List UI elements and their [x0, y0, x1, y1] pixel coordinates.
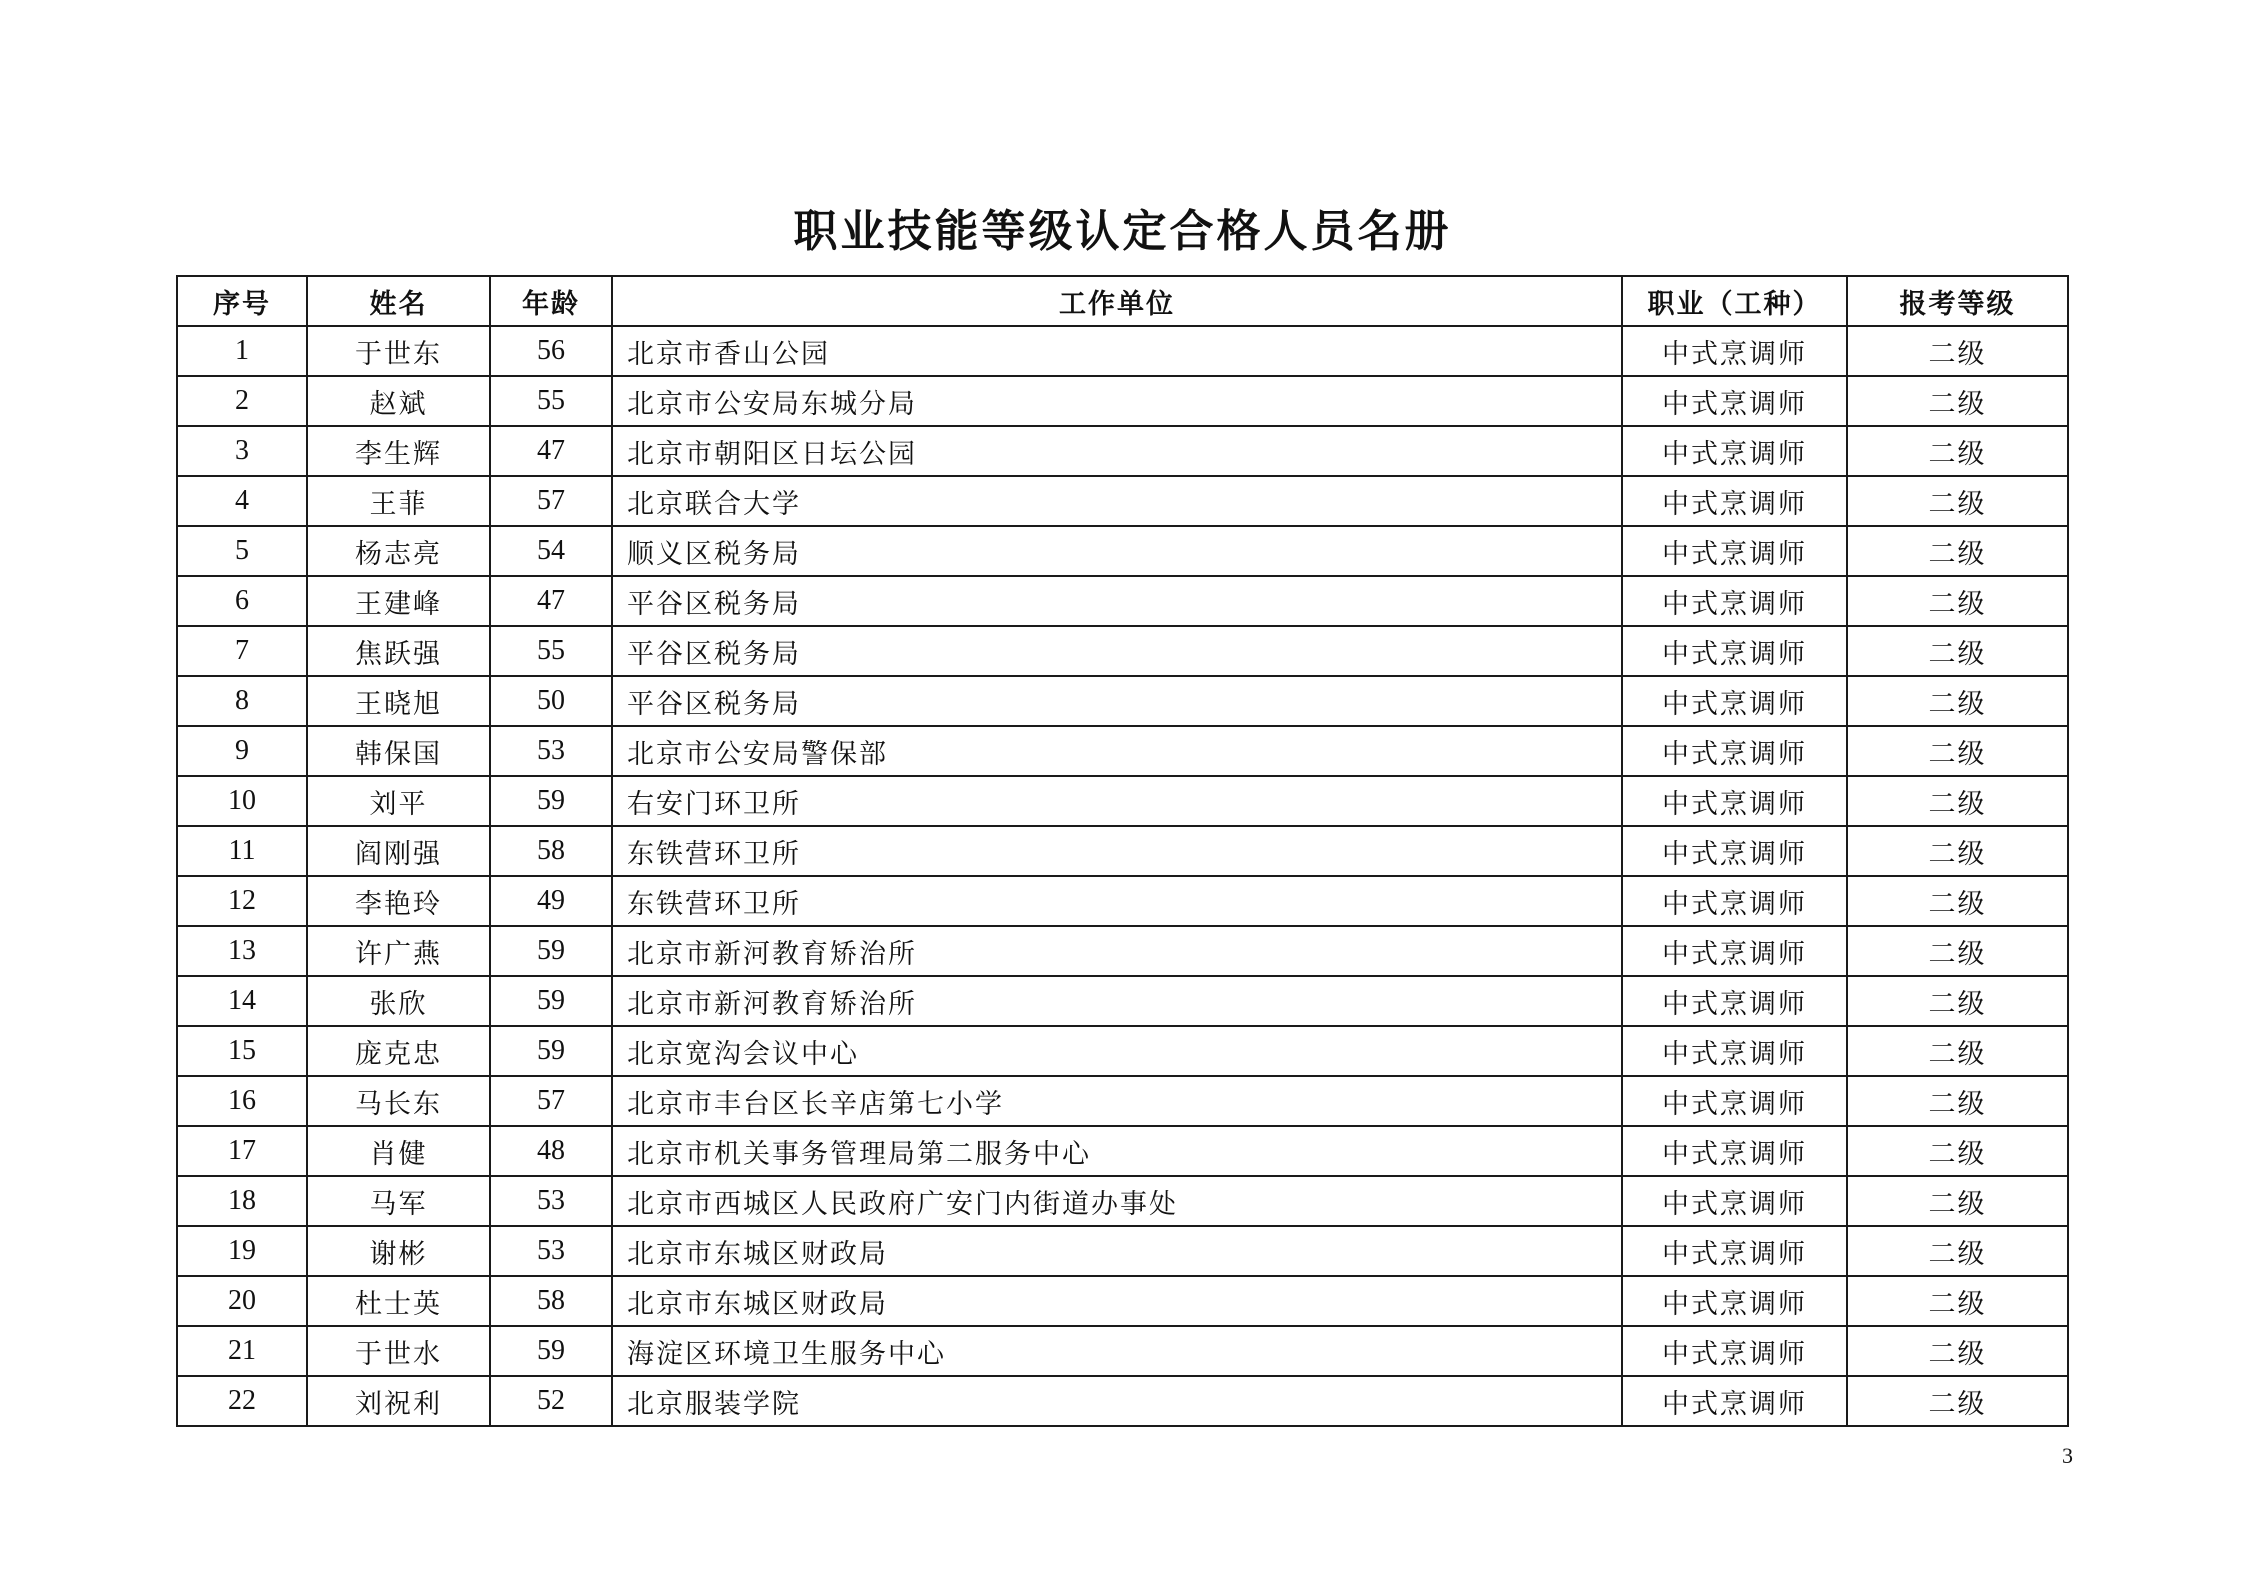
cell-name: 谢彬 — [307, 1226, 490, 1276]
cell-employer: 北京市东城区财政局 — [612, 1226, 1622, 1276]
page-number: 3 — [2062, 1443, 2073, 1468]
cell-name: 阎刚强 — [307, 826, 490, 876]
cell-name: 赵斌 — [307, 376, 490, 426]
cell-level: 二级 — [1847, 476, 2068, 526]
cell-occupation: 中式烹调师 — [1622, 926, 1847, 976]
cell-level: 二级 — [1847, 826, 2068, 876]
column-header-employer: 工作单位 — [612, 276, 1622, 326]
cell-occupation: 中式烹调师 — [1622, 626, 1847, 676]
cell-occupation: 中式烹调师 — [1622, 476, 1847, 526]
table-row — [177, 1276, 2068, 1326]
cell-name: 王建峰 — [307, 576, 490, 626]
cell-occupation: 中式烹调师 — [1622, 1276, 1847, 1326]
table-row — [177, 676, 2068, 726]
column-header-level: 报考等级 — [1847, 276, 2068, 326]
cell-age: 57 — [490, 1076, 612, 1126]
cell-name: 庞克忠 — [307, 1026, 490, 1076]
cell-index: 20 — [177, 1276, 307, 1326]
cell-age: 48 — [490, 1126, 612, 1176]
cell-employer: 北京宽沟会议中心 — [612, 1026, 1622, 1076]
cell-level: 二级 — [1847, 1076, 2068, 1126]
cell-index: 13 — [177, 926, 307, 976]
cell-name: 刘平 — [307, 776, 490, 826]
table-row — [177, 526, 2068, 576]
cell-level: 二级 — [1847, 1326, 2068, 1376]
cell-age: 57 — [490, 476, 612, 526]
cell-employer: 右安门环卫所 — [612, 776, 1622, 826]
cell-index: 6 — [177, 576, 307, 626]
table-row — [177, 476, 2068, 526]
table-row — [177, 1126, 2068, 1176]
cell-index: 11 — [177, 826, 307, 876]
cell-employer: 北京服装学院 — [612, 1376, 1622, 1426]
table-row — [177, 1076, 2068, 1126]
table-row — [177, 826, 2068, 876]
cell-occupation: 中式烹调师 — [1622, 376, 1847, 426]
cell-level: 二级 — [1847, 726, 2068, 776]
cell-name: 王晓旭 — [307, 676, 490, 726]
cell-name: 肖健 — [307, 1126, 490, 1176]
cell-employer: 北京市机关事务管理局第二服务中心 — [612, 1126, 1622, 1176]
cell-employer: 平谷区税务局 — [612, 676, 1622, 726]
cell-index: 2 — [177, 376, 307, 426]
cell-name: 刘祝利 — [307, 1376, 490, 1426]
cell-employer: 海淀区环境卫生服务中心 — [612, 1326, 1622, 1376]
cell-age: 59 — [490, 1026, 612, 1076]
cell-employer: 北京市新河教育矫治所 — [612, 976, 1622, 1026]
cell-index: 21 — [177, 1326, 307, 1376]
cell-employer: 北京市公安局东城分局 — [612, 376, 1622, 426]
cell-occupation: 中式烹调师 — [1622, 1226, 1847, 1276]
table-row — [177, 426, 2068, 476]
cell-age: 52 — [490, 1376, 612, 1426]
cell-index: 1 — [177, 326, 307, 376]
cell-age: 56 — [490, 326, 612, 376]
cell-occupation: 中式烹调师 — [1622, 326, 1847, 376]
cell-occupation: 中式烹调师 — [1622, 1176, 1847, 1226]
cell-index: 8 — [177, 676, 307, 726]
table-row — [177, 626, 2068, 676]
table-body — [177, 326, 2068, 1426]
cell-name: 韩保国 — [307, 726, 490, 776]
cell-level: 二级 — [1847, 676, 2068, 726]
cell-index: 15 — [177, 1026, 307, 1076]
table-row — [177, 876, 2068, 926]
cell-name: 焦跃强 — [307, 626, 490, 676]
table-row — [177, 1226, 2068, 1276]
cell-index: 9 — [177, 726, 307, 776]
cell-name: 于世水 — [307, 1326, 490, 1376]
cell-index: 14 — [177, 976, 307, 1026]
cell-level: 二级 — [1847, 526, 2068, 576]
cell-name: 马军 — [307, 1176, 490, 1226]
cell-level: 二级 — [1847, 1276, 2068, 1326]
cell-occupation: 中式烹调师 — [1622, 526, 1847, 576]
cell-employer: 平谷区税务局 — [612, 626, 1622, 676]
table-row — [177, 326, 2068, 376]
cell-index: 5 — [177, 526, 307, 576]
cell-occupation: 中式烹调师 — [1622, 826, 1847, 876]
cell-name: 于世东 — [307, 326, 490, 376]
cell-level: 二级 — [1847, 776, 2068, 826]
cell-level: 二级 — [1847, 576, 2068, 626]
table-row — [177, 1026, 2068, 1076]
cell-age: 54 — [490, 526, 612, 576]
cell-occupation: 中式烹调师 — [1622, 676, 1847, 726]
cell-occupation: 中式烹调师 — [1622, 1326, 1847, 1376]
cell-employer: 平谷区税务局 — [612, 576, 1622, 626]
cell-name: 张欣 — [307, 976, 490, 1026]
cell-index: 19 — [177, 1226, 307, 1276]
cell-age: 55 — [490, 626, 612, 676]
cell-index: 22 — [177, 1376, 307, 1426]
cell-level: 二级 — [1847, 976, 2068, 1026]
cell-name: 马长东 — [307, 1076, 490, 1126]
cell-age: 58 — [490, 1276, 612, 1326]
cell-employer: 北京市香山公园 — [612, 326, 1622, 376]
table-row — [177, 576, 2068, 626]
cell-occupation: 中式烹调师 — [1622, 1076, 1847, 1126]
cell-employer: 东铁营环卫所 — [612, 826, 1622, 876]
cell-name: 李艳玲 — [307, 876, 490, 926]
table-row — [177, 376, 2068, 426]
cell-occupation: 中式烹调师 — [1622, 576, 1847, 626]
cell-occupation: 中式烹调师 — [1622, 776, 1847, 826]
column-header-occupation: 职业（工种） — [1622, 276, 1847, 326]
cell-occupation: 中式烹调师 — [1622, 1376, 1847, 1426]
cell-occupation: 中式烹调师 — [1622, 876, 1847, 926]
cell-index: 12 — [177, 876, 307, 926]
table-row — [177, 926, 2068, 976]
cell-level: 二级 — [1847, 1126, 2068, 1176]
cell-employer: 顺义区税务局 — [612, 526, 1622, 576]
cell-age: 47 — [490, 426, 612, 476]
cell-age: 59 — [490, 976, 612, 1026]
table-row — [177, 726, 2068, 776]
table-row — [177, 1376, 2068, 1426]
cell-age: 58 — [490, 826, 612, 876]
cell-occupation: 中式烹调师 — [1622, 976, 1847, 1026]
cell-age: 55 — [490, 376, 612, 426]
table-row — [177, 1176, 2068, 1226]
cell-age: 59 — [490, 1326, 612, 1376]
cell-level: 二级 — [1847, 1226, 2068, 1276]
column-header-name: 姓名 — [307, 276, 490, 326]
cell-index: 3 — [177, 426, 307, 476]
roster-table — [176, 275, 2069, 1427]
cell-age: 47 — [490, 576, 612, 626]
cell-employer: 北京市丰台区长辛店第七小学 — [612, 1076, 1622, 1126]
table-row — [177, 776, 2068, 826]
cell-age: 53 — [490, 1226, 612, 1276]
table-row — [177, 976, 2068, 1026]
cell-level: 二级 — [1847, 1176, 2068, 1226]
cell-name: 许广燕 — [307, 926, 490, 976]
cell-level: 二级 — [1847, 1026, 2068, 1076]
cell-occupation: 中式烹调师 — [1622, 1126, 1847, 1176]
cell-index: 10 — [177, 776, 307, 826]
cell-name: 杜士英 — [307, 1276, 490, 1326]
cell-index: 4 — [177, 476, 307, 526]
cell-employer: 东铁营环卫所 — [612, 876, 1622, 926]
cell-occupation: 中式烹调师 — [1622, 1026, 1847, 1076]
cell-index: 17 — [177, 1126, 307, 1176]
cell-age: 59 — [490, 926, 612, 976]
page-title: 职业技能等级认定合格人员名册 — [793, 206, 1452, 257]
cell-age: 53 — [490, 1176, 612, 1226]
cell-employer: 北京市公安局警保部 — [612, 726, 1622, 776]
cell-level: 二级 — [1847, 326, 2068, 376]
cell-occupation: 中式烹调师 — [1622, 726, 1847, 776]
cell-index: 7 — [177, 626, 307, 676]
cell-index: 16 — [177, 1076, 307, 1126]
cell-index: 18 — [177, 1176, 307, 1226]
column-header-index: 序号 — [177, 276, 307, 326]
cell-level: 二级 — [1847, 876, 2068, 926]
cell-employer: 北京市东城区财政局 — [612, 1276, 1622, 1326]
table-header-row — [177, 276, 2068, 326]
table-row — [177, 1326, 2068, 1376]
cell-name: 王菲 — [307, 476, 490, 526]
cell-level: 二级 — [1847, 426, 2068, 476]
cell-level: 二级 — [1847, 1376, 2068, 1426]
cell-name: 李生辉 — [307, 426, 490, 476]
column-header-age: 年龄 — [490, 276, 612, 326]
cell-employer: 北京市朝阳区日坛公园 — [612, 426, 1622, 476]
cell-name: 杨志亮 — [307, 526, 490, 576]
cell-employer: 北京市西城区人民政府广安门内街道办事处 — [612, 1176, 1622, 1226]
cell-level: 二级 — [1847, 376, 2068, 426]
cell-employer: 北京联合大学 — [612, 476, 1622, 526]
cell-level: 二级 — [1847, 926, 2068, 976]
cell-age: 50 — [490, 676, 612, 726]
cell-level: 二级 — [1847, 626, 2068, 676]
cell-age: 49 — [490, 876, 612, 926]
cell-age: 53 — [490, 726, 612, 776]
cell-age: 59 — [490, 776, 612, 826]
cell-employer: 北京市新河教育矫治所 — [612, 926, 1622, 976]
cell-occupation: 中式烹调师 — [1622, 426, 1847, 476]
